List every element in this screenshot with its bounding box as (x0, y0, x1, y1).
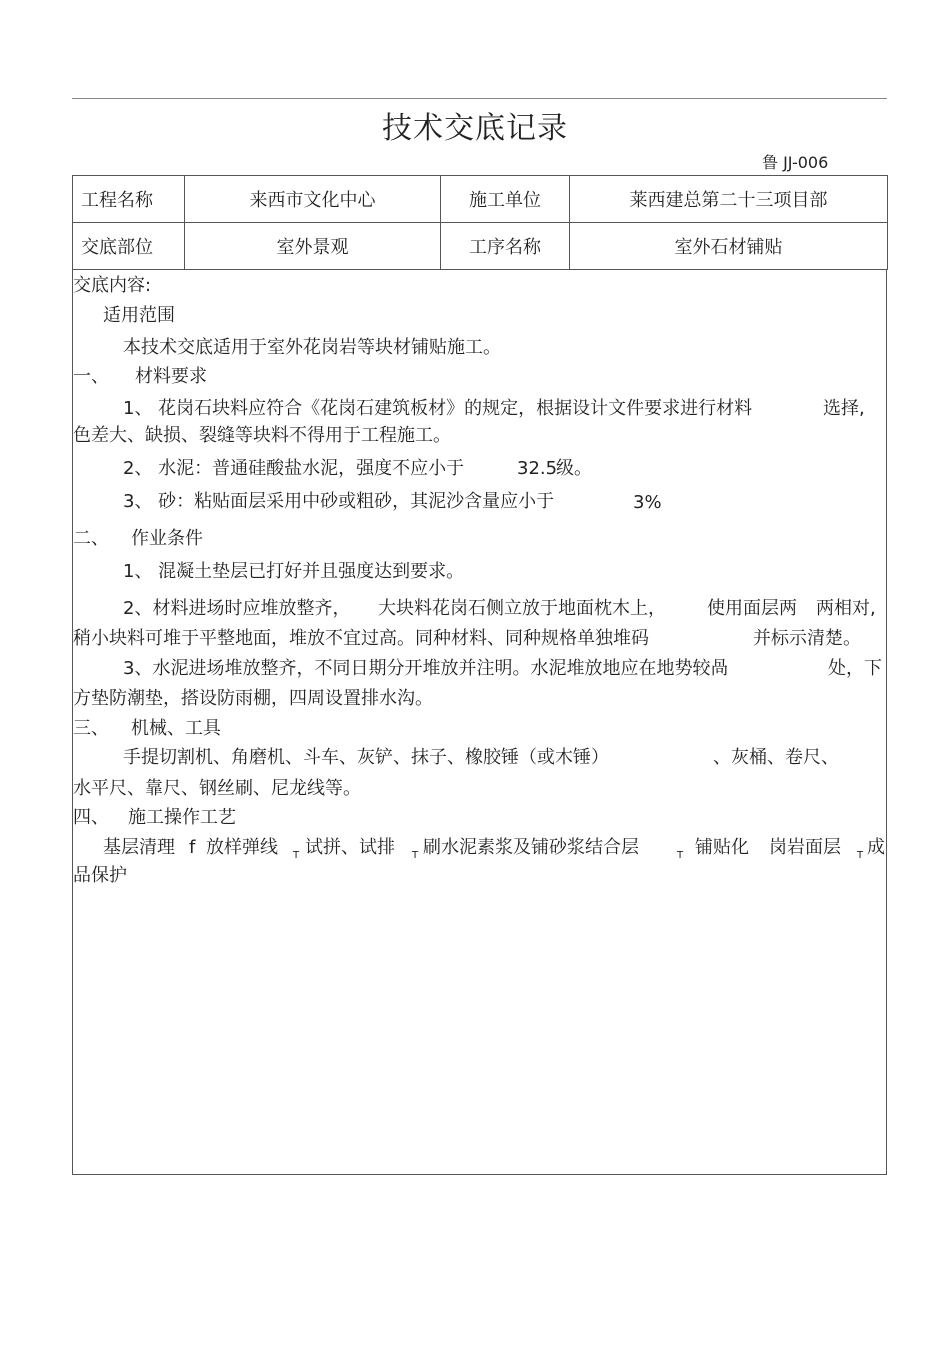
project-name-value: 来西市文化中心 (185, 176, 441, 223)
section-2-title: 作业条件 (131, 528, 203, 549)
s2-item3-b: 处，下 (828, 658, 882, 679)
contractor-value: 莱西建总第二十三项目部 (570, 176, 888, 223)
s1-item1-text-end: 选择, (823, 398, 865, 419)
s3-tools-a: 手提切割机、角磨机、斗车、灰铲、抹子、橡胶锤（或木锤） (123, 747, 609, 768)
process-step-6: 岗岩面层 (769, 837, 841, 858)
s2-item3-a: 3、水泥进场堆放整齐，不同日期分开堆放并注明。水泥堆放地应在地势较咼 (123, 658, 729, 679)
section-3-number: 三、 (73, 718, 109, 739)
process-step-8: 品保护 (73, 865, 127, 886)
process-arrow-f: f (189, 837, 196, 858)
section-4-number: 四、 (73, 807, 109, 828)
form-code: 鲁 JJ-006 (762, 153, 829, 172)
s3-tools-c: 水平尺、靠尺、钢丝刷、尼龙线等。 (73, 778, 361, 799)
project-name-label: 工程名称 (73, 176, 185, 223)
s1-item2-unit: 级。 (556, 458, 592, 479)
contractor-label: 施工单位 (441, 176, 570, 223)
section-1-number: 一、 (73, 366, 109, 387)
s1-item3-value: 3% (633, 492, 662, 513)
section-3-title: 机械、工具 (131, 718, 221, 739)
section-1-title: 材料要求 (135, 366, 207, 387)
process-step-5: 铺贴化 (695, 837, 749, 858)
scope-title: 适用范围 (103, 305, 175, 326)
top-rule (72, 98, 887, 99)
process-arrow: T (857, 850, 864, 861)
s3-tools-b: 、灰桶、卷尺、 (713, 747, 839, 768)
process-step-3: 试拼、试排 (305, 837, 395, 858)
process-step-7: 成 (867, 837, 885, 858)
section-2-number: 二、 (73, 528, 109, 549)
section-4-title: 施工操作工艺 (128, 807, 236, 828)
s1-item1-text: 1、 花岗石块料应符合《花岗石建筑板材》的规定，根据设计文件要求进行材料 (123, 398, 753, 419)
table-row (73, 223, 888, 270)
s2-item3-c: 方垫防潮垫，搭设防雨棚，四周设置排水沟。 (73, 688, 433, 709)
process-step-4: 刷水泥素浆及铺砂浆结合层 (423, 837, 639, 858)
s2-item2-e: 稍小块料可堆于平整地面，堆放不宜过高。同种材料、同种规格单独堆码 (73, 628, 649, 649)
s2-item2-b: 大块料花岗石侧立放于地面枕木上， (378, 598, 666, 619)
table-row (73, 176, 888, 223)
process-label: 工序名称 (441, 223, 570, 270)
s1-item2-value: 32.5 (517, 458, 558, 479)
page-title: 技术交底记录 (382, 111, 568, 146)
process-value: 室外石材铺贴 (570, 223, 888, 270)
process-arrow: T (293, 850, 300, 861)
process-arrow: T (677, 850, 684, 861)
s2-item1: 1、 混凝土垫层已打好并且强度达到要求。 (123, 561, 465, 582)
scope-text: 本技术交底适用于室外花岗岩等块材铺贴施工。 (123, 337, 501, 358)
location-value: 室外景观 (185, 223, 441, 270)
content-heading: 交底内容: (73, 275, 152, 296)
location-label: 交底部位 (73, 223, 185, 270)
process-step-1: 基层清理 (103, 837, 175, 858)
s2-item2-a: 2、材料进场时应堆放整齐， (123, 598, 351, 619)
s2-item2-f: 并标示清楚。 (753, 628, 861, 649)
s2-item2-d: 两相对, (816, 598, 876, 619)
s1-item1-cont: 色差大、缺损、裂缝等块料不得用于工程施工。 (73, 425, 451, 446)
info-table (72, 175, 888, 270)
process-arrow: T (412, 850, 419, 861)
content-box (72, 270, 887, 1175)
process-step-2: 放样弹线 (206, 837, 278, 858)
s2-item2-c: 使用面层两 (707, 598, 797, 619)
s1-item2-text: 2、 水泥：普通硅酸盐水泥，强度不应小于 (123, 458, 465, 479)
s1-item3-text: 3、 砂：粘贴面层采用中砂或粗砂，其泥沙含量应小于 (123, 491, 555, 512)
